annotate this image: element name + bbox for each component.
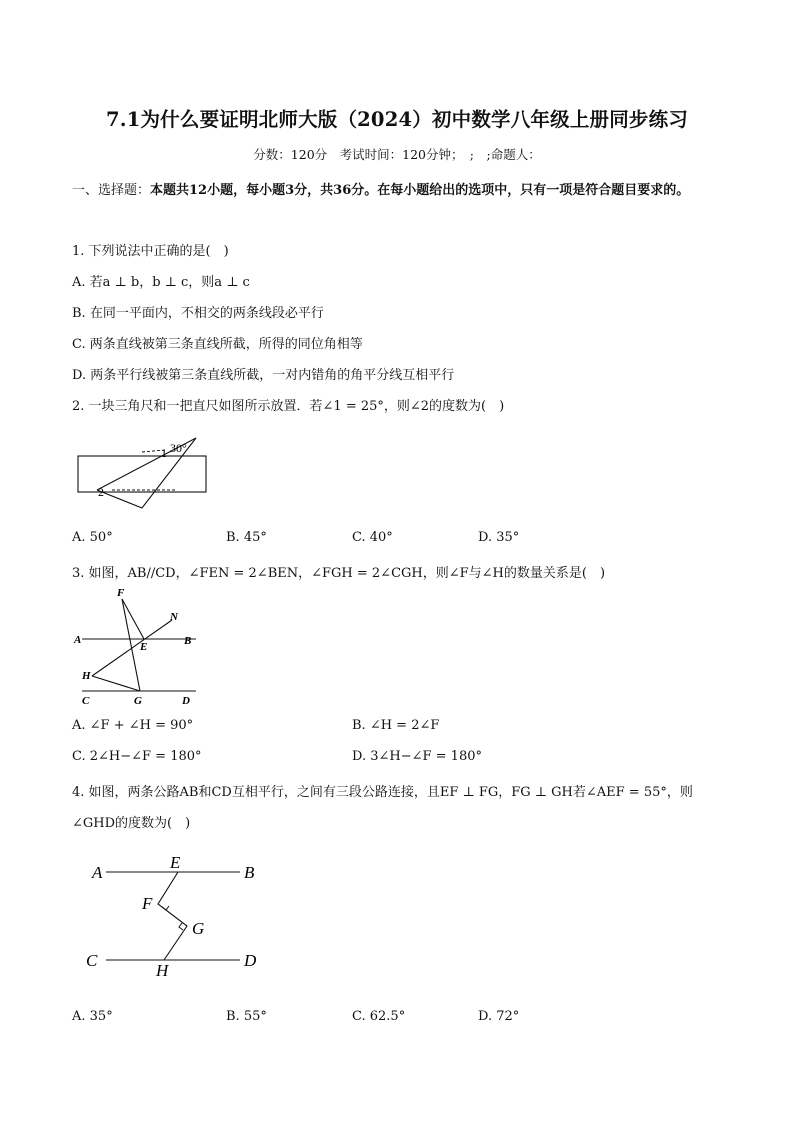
section-label: 一、选择题： [72, 183, 151, 198]
q3-label-e: E [140, 641, 148, 653]
q1-option-c: C. 两条直线被第三条直线所截，所得的同位角相等 [72, 337, 363, 352]
q4-label-d: D [244, 951, 257, 970]
segment-hg [92, 676, 140, 691]
q3-label-c: C [82, 695, 90, 707]
q3-figure [70, 584, 210, 710]
q3-option-c: C. 2∠H−∠F = 180° [72, 749, 202, 764]
section-heading [72, 176, 722, 206]
q2-label-2: 2 [98, 485, 104, 499]
q4-figure [80, 846, 280, 984]
q1-stem: 1. 下列说法中正确的是( ) [72, 244, 229, 259]
q4-option-b: B. 55° [226, 1009, 267, 1024]
q4-label-b: B [244, 863, 255, 882]
q3-label-h: H [82, 670, 91, 682]
exam-info: 分数：120分 考试时间：120分钟； ; ;命题人： [253, 147, 541, 162]
q3-label-d: D [182, 695, 190, 707]
q1-option-b: B. 在同一平面内，不相交的两条线段必平行 [72, 306, 324, 321]
segment-hn [92, 620, 172, 676]
q4-option-a: A. 35° [72, 1009, 113, 1024]
q2-option-d: D. 35° [478, 530, 520, 545]
q4-option-c: C. 62.5° [352, 1009, 406, 1024]
q2-option-b: B. 45° [226, 530, 267, 545]
q3-label-b: B [184, 635, 192, 647]
q4-label-c: C [86, 951, 98, 970]
q4-label-h: H [156, 961, 169, 980]
q1-option-d: D. 两条平行线被第三条直线所截，一对内错角的角平分线互相平行 [72, 368, 455, 383]
q4-label-f: F [142, 894, 153, 913]
q2-figure [70, 430, 220, 512]
q4-label-e: E [170, 853, 181, 872]
q4-stem-line1: 4. 如图，两条公路AB和CD互相平行，之间有三段公路连接，且EF ⊥ FG，FG ⊥ GH若∠AEF = 55°，则 [72, 785, 693, 800]
q3-label-n: N [170, 611, 178, 623]
q1-option-a: A. 若a ⊥ b，b ⊥ c，则a ⊥ c [72, 275, 250, 290]
q3-option-a: A. ∠F + ∠H = 90° [72, 718, 194, 733]
road-efgh [158, 872, 187, 960]
section-text: 本题共12小题，每小题3分，共36分。在每小题给出的选项中，只有一项是符合题目要求的。 [150, 183, 690, 198]
q2-option-a: A. 50° [72, 530, 113, 545]
q4-label-a: A [92, 863, 103, 882]
q3-option-d: D. 3∠H−∠F = 180° [352, 749, 482, 764]
q4-label-g: G [192, 919, 205, 938]
q2-label-30: 30° [170, 441, 187, 455]
q2-label-1: 1 [161, 446, 167, 460]
page-title: 7.1为什么要证明北师大版（2024）初中数学八年级上册同步练习 [105, 108, 689, 131]
right-angle-g [179, 923, 183, 930]
segment-fg [122, 599, 140, 691]
segment-fe [122, 599, 144, 639]
q4-stem-line2: ∠GHD的度数为( ) [72, 816, 191, 831]
q3-stem: 3. 如图，AB//CD，∠FEN = 2∠BEN，∠FGH = 2∠CGH，则∠F与∠H的数量关系是( ) [72, 566, 606, 581]
q3-option-b: B. ∠H = 2∠F [352, 718, 440, 733]
q2-stem: 2. 一块三角尺和一把直尺如图所示放置．若∠1 = 25°，则∠2的度数为( ) [72, 399, 505, 414]
q4-option-d: D. 72° [478, 1009, 520, 1024]
q3-label-g: G [134, 695, 142, 707]
right-angle-f [162, 906, 169, 910]
q2-option-c: C. 40° [352, 530, 393, 545]
q3-label-a: A [74, 634, 82, 646]
q3-label-f: F [117, 587, 125, 599]
